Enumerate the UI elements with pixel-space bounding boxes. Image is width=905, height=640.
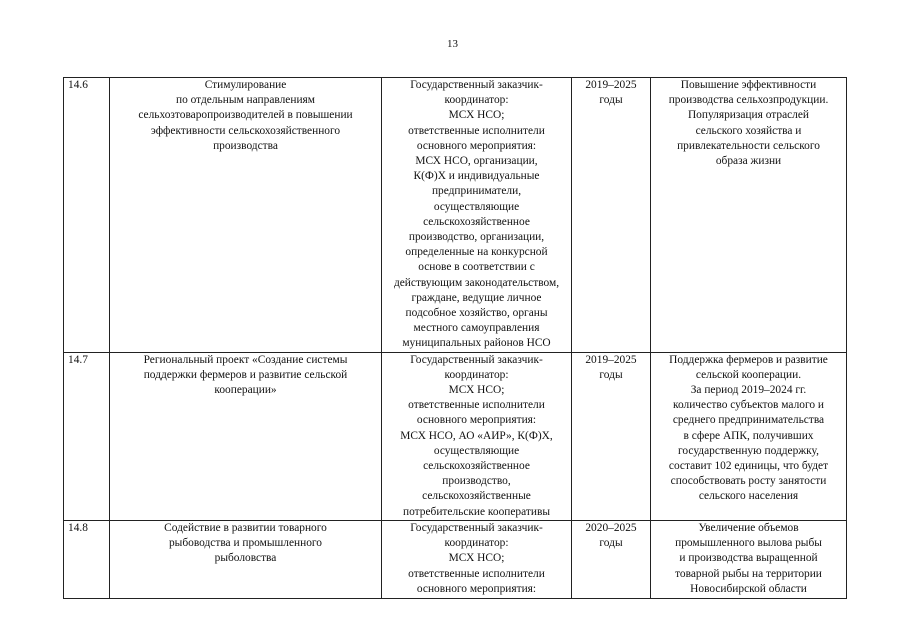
executors-cell [382, 352, 572, 520]
activity-name-line: Региональный проект «Создание системы [143, 353, 348, 366]
result-line: Повышение эффективности [680, 79, 817, 91]
executors-line: определенные на конкурсной [405, 246, 548, 259]
executors-line: подсобное хозяйство, органы [405, 307, 548, 320]
result-cell [651, 352, 847, 520]
row-number: 14.8 [64, 520, 110, 598]
executors-cell [382, 520, 572, 598]
result-line: способствовать росту занятости [670, 475, 827, 488]
executors-line: основного мероприятия: [416, 139, 537, 152]
result-line: промышленного вылова рыбы [675, 537, 822, 550]
activity-name-line: Содействие в развитии товарного [164, 521, 327, 534]
activity-name-cell [110, 78, 382, 353]
period-line: 2019–2025 [585, 353, 637, 366]
period-cell [572, 520, 651, 598]
result-cell [651, 78, 847, 353]
period-cell [572, 352, 651, 520]
executors-cell [382, 78, 572, 353]
activity-name-line: рыболовства [214, 552, 277, 565]
period-line: 2020–2025 [585, 521, 637, 534]
executors-line: предприниматели, [431, 185, 522, 198]
executors-line: основного мероприятия: [416, 414, 537, 427]
executors-line: основного мероприятия: [416, 582, 537, 595]
activity-name-line: по отдельным направлениям [175, 94, 315, 107]
activity-name-line: кооперации» [214, 384, 277, 397]
result-line: в сфере АПК, получивших [683, 429, 814, 442]
activity-name-line: поддержки фермеров и развитие сельской [143, 368, 348, 381]
executors-line: МСХ НСО; [448, 109, 505, 122]
activity-name-line: производства [213, 139, 278, 152]
result-line: привлекательности сельского [677, 139, 820, 152]
executors-line: производство, [442, 475, 511, 488]
activity-name-line: Стимулирование [204, 79, 287, 91]
result-line: Увеличение объемов [698, 521, 799, 534]
result-line: образа жизни [715, 155, 782, 168]
executors-line: потребительские кооперативы [403, 505, 550, 518]
executors-line: сельскохозяйственное [423, 460, 530, 473]
period-line: 2019–2025 [585, 79, 637, 91]
executors-line: координатор: [444, 537, 509, 550]
activity-name-cell [110, 520, 382, 598]
executors-line: сельскохозяйственные [422, 490, 531, 503]
table-row [64, 78, 847, 353]
executors-line: действующим законодательством, [393, 276, 560, 289]
period-cell [572, 78, 651, 353]
result-line: Популяризация отраслей [687, 109, 810, 122]
result-line: сельской кооперации. [695, 368, 802, 381]
executors-line: Государственный заказчик- [410, 353, 543, 366]
result-line: За период 2019–2024 гг. [690, 384, 807, 397]
row-number: 14.7 [64, 352, 110, 520]
result-line: товарной рыбы на территории [675, 567, 822, 580]
row-number: 14.6 [64, 78, 110, 353]
executors-line: ответственные исполнители [408, 399, 545, 412]
result-line: сельского хозяйства и [695, 124, 802, 137]
period-line: годы [599, 537, 623, 550]
page-number: 13 [447, 38, 458, 50]
executors-line: осуществляющие [433, 444, 520, 457]
executors-line: Государственный заказчик- [410, 79, 543, 91]
executors-line: МСХ НСО; [448, 552, 505, 565]
executors-line: координатор: [444, 94, 509, 107]
result-line: составит 102 единицы, что будет [668, 460, 829, 473]
executors-line: осуществляющие [433, 200, 520, 213]
executors-line: сельскохозяйственное [423, 215, 530, 228]
result-line: Поддержка фермеров и развитие [669, 353, 828, 366]
result-line: количество субъектов малого и [673, 399, 824, 412]
executors-line: МСХ НСО, АО «АИР», К(Ф)Х, [400, 429, 553, 442]
activity-name-line: эффективности сельскохозяйственного [150, 124, 341, 137]
executors-line: МСХ НСО, организации, [415, 155, 538, 168]
period-line: годы [599, 368, 623, 381]
activity-name-line: сельхозтоваропроизводителей в повышении [138, 109, 353, 122]
program-table [63, 77, 847, 599]
executors-line: МСХ НСО; [448, 384, 505, 397]
executors-line: граждане, ведущие личное [411, 291, 542, 304]
executors-line: Государственный заказчик- [410, 521, 543, 534]
table-row [64, 352, 847, 520]
result-line: и производства выращенной [679, 552, 818, 565]
executors-line: координатор: [444, 368, 509, 381]
period-line: годы [599, 94, 623, 107]
result-line: производства сельхозпродукции. [668, 94, 829, 107]
table-row [64, 520, 847, 598]
activity-name-line: рыбоводства и промышленного [168, 537, 323, 550]
executors-line: местного самоуправления [413, 322, 540, 335]
result-line: государственную поддержку, [678, 444, 819, 457]
executors-line: ответственные исполнители [408, 124, 545, 137]
executors-line: основе в соответствии с [418, 261, 535, 274]
result-line: сельского населения [698, 490, 799, 503]
result-cell [651, 520, 847, 598]
executors-line: ответственные исполнители [408, 567, 545, 580]
activity-name-cell [110, 352, 382, 520]
result-line: среднего предпринимательства [672, 414, 825, 427]
executors-line: К(Ф)Х и индивидуальные [413, 170, 540, 183]
result-line: Новосибирской области [690, 582, 807, 595]
executors-line: муниципальных районов НСО [402, 337, 551, 350]
executors-line: производство, организации, [408, 231, 545, 244]
